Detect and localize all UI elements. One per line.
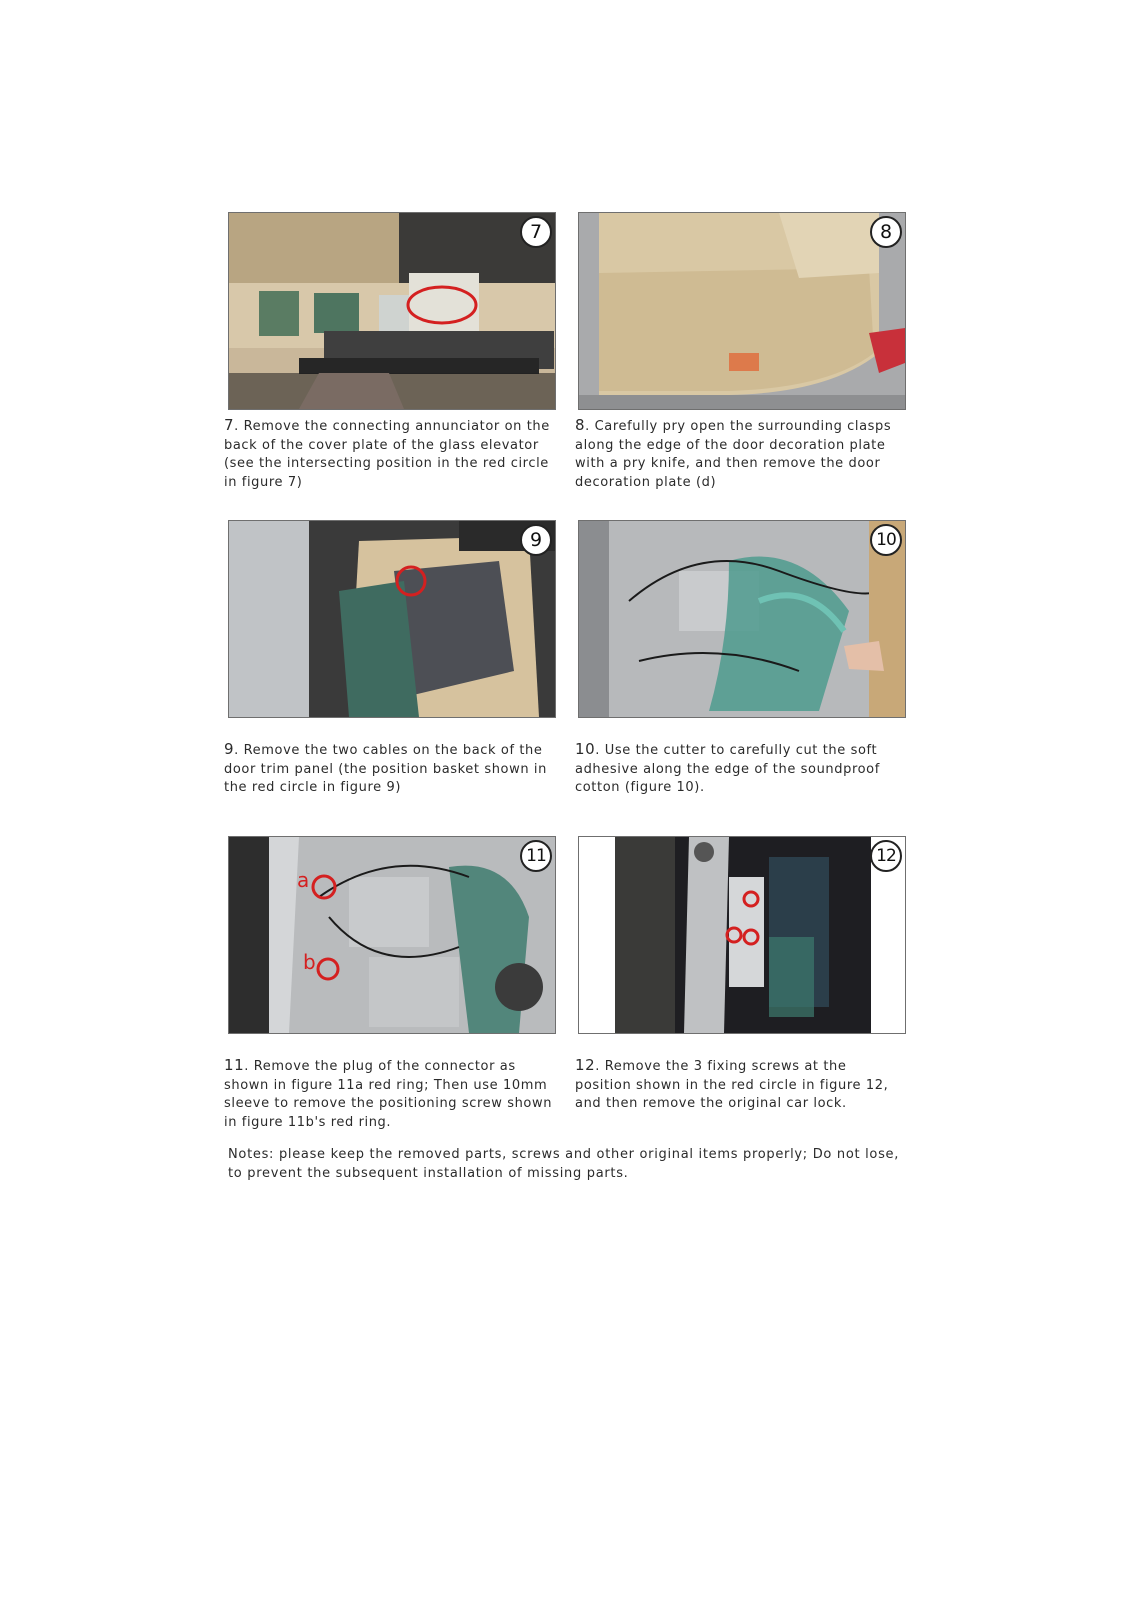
step-11-caption: [224, 1056, 554, 1132]
figure-7-photo: [228, 212, 556, 410]
figure-11-photo: [228, 836, 556, 1034]
figure-10-photo: [578, 520, 906, 718]
figure-10-badge: 10: [870, 524, 902, 556]
notes-text: Notes: please keep the removed parts, screws and other original items properly; Do not lose, to prevent the subsequent installation of missing parts.: [228, 1147, 900, 1181]
marker-a-label: a: [297, 868, 310, 892]
figure-9-image: [229, 521, 555, 717]
figure-8-photo: [578, 212, 906, 410]
step-9-number: 9: [224, 740, 235, 758]
step-12-number: 12: [575, 1056, 596, 1074]
step-9-text: . Remove the two cables on the back of the door trim panel (the position basket shown in the red circle in figure 9): [224, 743, 547, 795]
figure-12-badge: 12: [870, 840, 902, 872]
step-10-number: 10: [575, 740, 596, 758]
step-9-caption: [224, 740, 554, 798]
figure-11-badge: 11: [520, 840, 552, 872]
step-7-caption: [224, 416, 554, 492]
figure-8-badge: 8: [870, 216, 902, 248]
figure-7-image: [229, 213, 555, 409]
figure-8-image: [579, 213, 905, 409]
step-8-text: . Carefully pry open the surrounding clasps along the edge of the door decoration plate with a pry knife, and then remove the door decoration plate (d): [575, 419, 892, 490]
step-7-text: . Remove the connecting annunciator on the back of the cover plate of the glass elevator (see the intersecting position in the red circle in figure 7): [224, 419, 550, 490]
step-7-number: 7: [224, 416, 235, 434]
figure-7-badge: 7: [520, 216, 552, 248]
step-11-text: . Remove the plug of the connector as shown in figure 11a red ring; Then use 10mm sleeve to remove the positioning screw shown in figure 11b's red ring.: [224, 1059, 553, 1130]
figure-10-image: [579, 521, 905, 717]
figure-9-photo: [228, 520, 556, 718]
figure-9-badge: 9: [520, 524, 552, 556]
step-10-caption: [575, 740, 905, 798]
figure-12-photo: [578, 836, 906, 1034]
marker-b-label: b: [303, 950, 316, 974]
step-12-caption: [575, 1056, 905, 1114]
figure-12-image: [579, 837, 905, 1033]
figure-11-image: [229, 837, 555, 1033]
step-8-caption: [575, 416, 905, 492]
step-12-text: . Remove the 3 fixing screws at the position shown in the red circle in figure 12, and then remove the original car lock.: [575, 1059, 889, 1111]
step-10-text: . Use the cutter to carefully cut the soft adhesive along the edge of the soundproof cotton (figure 10).: [575, 743, 880, 795]
step-8-number: 8: [575, 416, 586, 434]
step-11-number: 11: [224, 1056, 245, 1074]
